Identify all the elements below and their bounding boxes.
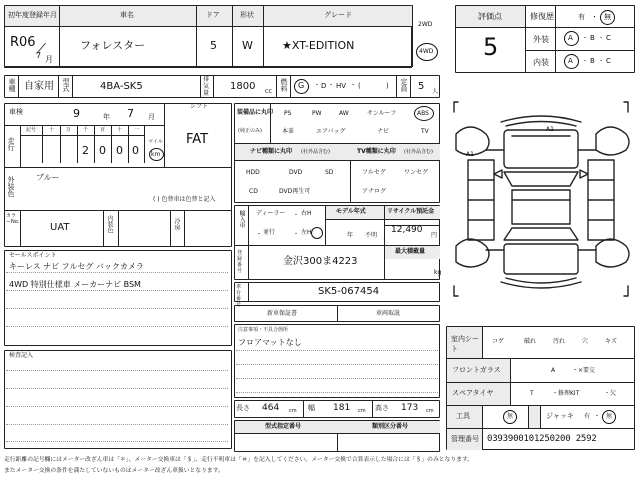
seat-tear: 破れ [524,338,537,345]
fuel-hv: HV [336,82,347,90]
equip-tv: TV [421,128,429,135]
interior-color-label: 内装色 [106,215,113,233]
interior-b: B [590,57,595,65]
warranty-label: 新車保証書 [267,310,298,317]
equipment-sublabel: (純正のみ) [238,128,262,134]
capacity-value: 5 [418,81,425,92]
mileage-digit-4: 0 [99,144,106,157]
fuel-d: D [321,82,327,90]
doors-label: ドア [206,11,220,19]
recycle-fee-value: 12,490 [391,225,423,235]
model-value: 4BA-SK5 [100,81,143,92]
plate-value: 金沢300ま4223 [283,256,358,267]
tv-analog: アナログ [362,188,387,195]
drive-4wd: 4WD [419,48,434,55]
interior-seat-label: 室内シート [451,335,479,353]
sales-point-line-1: キーレス ナビ フルセグ バックカメラ [9,262,144,271]
displacement-unit: CC [265,89,272,95]
shape-label: 形状 [240,11,254,19]
height-label: 高さ [375,404,389,412]
import-left-hand: 左H [301,229,312,236]
car-name: フォレスター [80,39,146,52]
tools-label: 工具 [456,412,470,420]
import-right-hand: 右H [301,210,312,217]
capacity-label: 定員 [400,78,408,92]
windshield-label: フロントガラス [452,366,501,374]
repair-no: 無 [604,13,611,21]
spare-tire-kit: ・修理KIT [552,390,580,397]
chassis-label: 車台番号 [236,284,242,308]
fuel-g: G [298,81,305,90]
fuel-other-close: ) [386,82,389,90]
max-load-unit: kg [434,269,442,276]
footer-line-2: またメーター交換の条件を満たしていないものはメーター改ざん車扱いとなります。 [4,468,224,474]
notes-frame [234,324,440,398]
nav-cd: CD [249,188,258,195]
model-year-unknown: 不明 [365,232,378,239]
import-label: 輸入車 [238,210,245,228]
max-load-label: 最大積載量 [395,248,426,255]
exterior-a: A [568,34,573,42]
score-value: 5 [483,33,499,61]
vehicle-use: 自家用 [24,81,54,92]
jack-yes: 有 [584,413,591,420]
seat-stain: 汚れ [553,338,566,345]
length-value: 464 [262,403,280,413]
tools-value: 無 [507,413,514,420]
first-reg-month-unit: 月 [45,55,53,64]
doors-value: 5 [210,39,217,52]
windshield-replace: ・×要交 [572,367,596,374]
interior-label: 内装 [533,58,549,67]
car-name-label: 車名 [120,11,134,19]
color-no-label: カラーNo. [6,213,20,225]
model-year-label: モデル年式 [336,208,366,215]
inspection-year: 9 [73,107,80,120]
displacement-label: 排気量 [203,76,210,97]
footer-line-1: 走行距離の記号欄にはメーター改ざん車は「＊」、メーター交換車は「＄」、走行不明車は「＃」を記入してください。メーター交換で合算表示した場合には「＄」のみとなります。 [4,457,474,463]
auction-sheet: 初年度登録年月 R06 7 月 車名 フォレスター ドア 5 形状 W グレード ★XT-EDITION 2WD 4WD 車種 自家用 型式 4BA-SK5 排気量 1800 CC 燃料 G ・ D ・ HV ・ ( ) 定員 5 人 評価点 5 修復歴 有 ・ 無 外装 A ・ B ・ C 内装 A ・ B ・ C 車検 9 年 7 月 シフト FAT 走行 記号 十 万 千 百 十 一 2 0 0 0 マイル km 外装色 ブルー ( ) 色替車は色替と記入 カラーNo. UAT 内装色 冷房 セールスポイント キーレス ナビ フルセグ バックカメラ 4WD 特別仕様車 メーカーナビ BSM 検査記入 装備品に丸印 (純正のみ) PS PW AW サンルーフ ABS 本革 エアバッグ ナビ TV ナビ種類に丸印 (社外品含む) TV種類に丸印 (社外品含む) HDD DVD SD CD DVD再生可 フルセグ ワンセグ アナログ 輸入車 ディーラー 並行 ・ 右H 左H ・ ・ モデル年式 年 不明 リサイクル預託金 12,490 円 最大積載量 kg 登録番号 金沢300ま4223 車台番号 SK5-067454 新車保証書 車両取説 注意事項・不具合箇所 フロアマットなし 長さ 464 cm 幅 181 cm 高さ 173 cm 型式指定番号 類別区分番号 A1 A1 室内シート コゲ 破れ 汚れ 穴 キズ フロントガラス A ・×要交 スペアタイヤ T ・修理KIT ・欠 工具 無 ジャッキ 有 ・ 無 管理番号 0393900101250200 2592 走行距離の記号欄にはメーター改ざん車は「＊」、メーター交換車は「＄」、走行不明車は「＃」を記入してください。メーター交換で合算表示した場合には「＄」のみとなります。 またメーター交換の条件を満たしていないものはメーター改ざん車扱いとなります。 [0,0,640,480]
inspection-label: 車検 [9,108,23,116]
manual-label: 車両取説 [376,310,401,317]
seat-burn: コゲ [492,338,505,345]
inspector-notes-frame [4,350,232,449]
equip-airbag: エアバッグ [316,128,346,135]
repair-label: 修復歴 [530,12,554,21]
equip-abs: ABS [417,110,429,117]
width-label: 幅 [308,404,315,412]
equip-sunroof: サンルーフ [367,110,397,117]
exterior-b: B [590,34,595,42]
equip-ps: PS [284,110,292,117]
sales-point-line-2: 4WD 特別仕様車 メーカーナビ BSM [9,280,141,289]
exterior-label: 外装 [533,35,549,44]
diagram-label-a1-front: A1 [546,126,554,133]
mileage-digit-3: 2 [82,144,89,157]
mileage-unit-km: km [151,151,161,158]
tv-fullseg: フルセグ [362,169,386,176]
mileage-digit-5: 0 [116,144,123,157]
length-unit: cm [289,408,297,414]
type-approval-label: 型式指定番号 [265,423,302,430]
equip-navi: ナビ [377,128,390,135]
fuel-label: 燃料 [280,78,288,92]
spare-tire-none: ・欠 [604,390,617,397]
color-note: ( ) 色替車は色替と記入 [153,196,216,203]
spare-tire-label: スペアタイヤ [452,389,494,397]
mileage-symbol-label: 記号 [26,127,37,133]
first-reg-label: 初年度登録年月 [8,11,57,19]
vehicle-use-label: 車種 [8,78,16,92]
import-parallel: 並行 [263,229,276,236]
capacity-unit: 人 [432,88,439,95]
first-reg-month: 7 [36,51,42,60]
interior-a: A [568,57,573,65]
nav-dvd: DVD [289,169,303,176]
shape-value: W [242,39,253,52]
tv-type-sub: (社外品含む) [404,149,433,155]
jack-none: 無 [606,413,613,420]
plate-label: 登録番号 [237,250,243,274]
mileage-label: 走行 [7,137,15,151]
chassis-value: SK5-067454 [318,286,380,297]
height-unit: cm [426,408,434,414]
class-label: 類別区分番号 [372,423,409,430]
windshield-grade: A [551,367,556,374]
inspector-notes-label: 検査記入 [9,352,34,359]
repair-yes: 有 [578,13,585,21]
diagram-label-a1-left: A1 [466,151,474,158]
fuel-other-open: ( [358,82,361,90]
notes-label: 注意事項・不具合箇所 [238,327,289,333]
shift-label: シフト [190,103,209,110]
grade-value: ★XT-EDITION [282,39,355,52]
jack-label: ジャッキ [546,412,574,420]
exterior-c: C [606,34,611,42]
model-label: 型式 [62,78,70,92]
interior-c: C [606,57,611,65]
mileage-digit-6: 0 [132,144,139,157]
nav-dvd-play: DVD再生可 [279,188,311,195]
score-label: 評価点 [478,12,502,21]
width-unit: cm [358,408,366,414]
displacement-value: 1800 [230,81,256,92]
first-reg-era: R06 [10,35,36,50]
shift-value: FAT [186,132,209,147]
equipment-label: 装備品に丸印 [237,109,274,116]
drive-2wd: 2WD [418,21,433,28]
recycle-fee-unit: 円 [431,232,438,239]
mgmt-number-value: 0393900101250200 2592 [487,434,597,444]
equip-pw: PW [312,110,322,117]
import-dealer: ディーラー [256,210,286,217]
spare-tire-t: T [530,390,534,397]
recycle-fee-label: リサイクル預託金 [387,208,435,215]
color-label: 外装色 [7,176,15,197]
length-label: 長さ [236,404,250,412]
color-value: ブルー [36,173,60,182]
color-no-value: UAT [50,222,70,233]
height-value: 173 [401,403,419,413]
tv-oneseg: ワンセグ [404,169,429,176]
notes-text: フロアマットなし [238,338,302,347]
model-year-unit: 年 [347,232,354,239]
equip-leather: 本革 [282,128,295,135]
grade-label: グレード [324,11,352,19]
inspection-month: 7 [127,107,134,120]
car-damage-diagram [446,80,636,320]
nav-hdd: HDD [246,169,260,176]
nav-sd: SD [325,169,334,176]
nav-type-label: ナビ種類に丸印 [250,148,293,155]
width-value: 181 [333,403,351,413]
tv-type-label: TV種類に丸印 [357,148,396,155]
mileage-unit-mile: マイル [148,139,163,145]
seat-scratch: キズ [605,338,617,345]
inspection-month-unit: 月 [148,113,155,121]
inspection-year-unit: 年 [103,113,110,121]
right-hand-circle [311,227,323,239]
nav-type-sub: (社外品含む) [301,149,330,155]
mgmt-number-label: 管理番号 [451,435,479,443]
ac-label: 冷房 [173,218,180,230]
equip-aw: AW [339,110,349,117]
sales-points-label: セールスポイント [9,252,57,259]
seat-hole: 穴 [582,338,589,345]
